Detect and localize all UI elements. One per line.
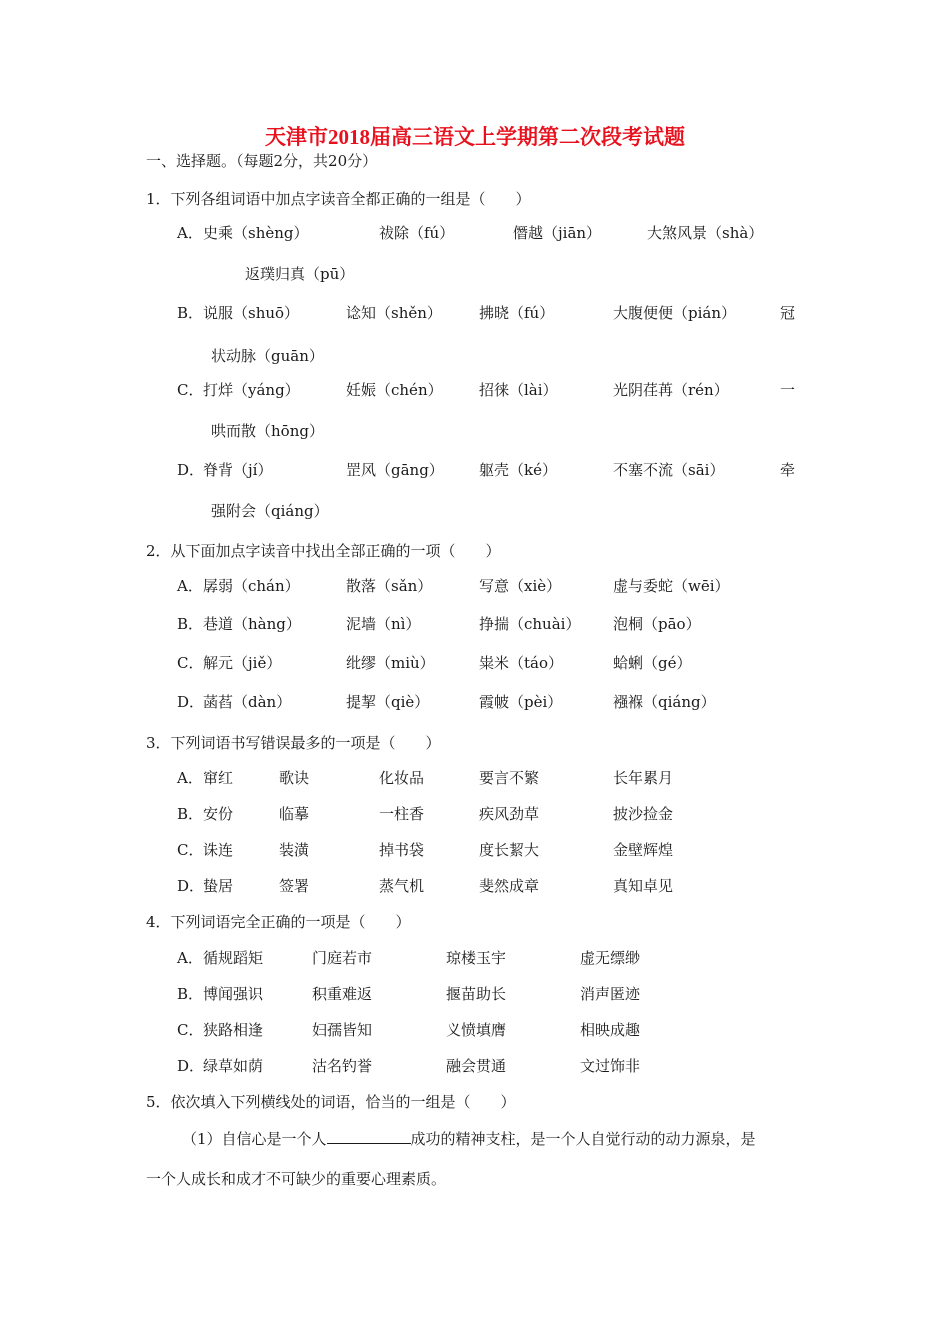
option-label: A． (177, 769, 203, 787)
option-label: D． (177, 693, 205, 711)
option-item: 一柱香 (379, 805, 425, 823)
option-item: 说服（shuō） (203, 304, 300, 322)
option-label: A． (177, 224, 203, 242)
option-item: 金壁辉煌 (613, 841, 674, 859)
option-item: 签署 (279, 877, 310, 895)
option-item: 打烊（yáng） (203, 381, 300, 399)
option-item: 泡桐（pāo） (613, 615, 701, 633)
option-item: 融会贯通 (446, 1057, 507, 1075)
option-item: 躯壳（ké） (479, 461, 557, 479)
option-item: 纰缪（miù） (346, 654, 435, 672)
option-item: 襁褓（qiáng） (613, 693, 716, 711)
option-item: 琼楼玉宇 (446, 949, 507, 967)
option-label: D． (177, 877, 205, 895)
option-item: 蛤蜊（gé） (613, 654, 692, 672)
option-label: B． (177, 985, 204, 1003)
option-label: B． (177, 615, 204, 633)
option-item: 循规蹈矩 (203, 949, 264, 967)
option-item: 化妆品 (379, 769, 425, 787)
question-2-stem: 2．从下面加点字读音中找出全部正确的一项（ ） (146, 542, 501, 560)
option-item: 大腹便便（pián） (613, 304, 737, 322)
question-1-stem: 1．下列各组词语中加点字读音全都正确的一组是（ ） (146, 190, 531, 208)
option-item: 僭越（jiān） (513, 224, 602, 242)
option-item: 写意（xiè） (479, 577, 562, 595)
option-item: 史乘（shèng） (203, 224, 309, 242)
option-item: 度长絜大 (479, 841, 540, 859)
option-label: D． (177, 461, 205, 479)
option-continuation: 返璞归真（pū） (245, 265, 355, 283)
paragraph-text: （1）自信心是一个人 (182, 1130, 327, 1148)
section-heading: 一、选择题。（每题2分，共20分） (146, 152, 378, 170)
option-item: 谂知（shěn） (346, 304, 442, 322)
option-item: 散落（sǎn） (346, 577, 433, 595)
option-item: 安份 (203, 805, 234, 823)
option-item: 妊娠（chén） (346, 381, 443, 399)
option-item: 不塞不流（sāi） (613, 461, 725, 479)
question-3-stem: 3．下列词语书写错误最多的一项是（ ） (146, 734, 441, 752)
option-item: 窜红 (203, 769, 234, 787)
option-item: 虚与委蛇（wēi） (613, 577, 730, 595)
option-item: 拂晓（fú） (479, 304, 555, 322)
option-item: 消声匿迹 (580, 985, 641, 1003)
option-item: 罡风（gāng） (346, 461, 444, 479)
question-5-paragraph-1 (182, 1128, 756, 1149)
option-item: 义愤填膺 (446, 1021, 507, 1039)
option-label: D． (177, 1057, 205, 1075)
option-item: 斐然成章 (479, 877, 540, 895)
option-item: 相映成趣 (580, 1021, 641, 1039)
option-item: 脊背（jí） (203, 461, 273, 479)
question-5-stem: 5．依次填入下列横线处的词语，恰当的一组是（ ） (146, 1093, 516, 1111)
option-continuation: 哄而散（hōng） (211, 422, 324, 440)
option-item: 要言不繁 (479, 769, 540, 787)
option-item: 挣揣（chuài） (479, 615, 581, 633)
option-item: 粜米（táo） (479, 654, 564, 672)
option-item: 绿草如荫 (203, 1057, 264, 1075)
option-item: 疾风劲草 (479, 805, 540, 823)
option-item: 光阴荏苒（rén） (613, 381, 729, 399)
option-label: C． (177, 654, 204, 672)
option-continuation: 状动脉（guān） (211, 347, 324, 365)
option-item: 文过饰非 (580, 1057, 641, 1075)
option-item: 诛连 (203, 841, 234, 859)
option-item: 积重难返 (312, 985, 373, 1003)
option-continuation: 强附会（qiáng） (211, 502, 329, 520)
option-item: 真知卓见 (613, 877, 674, 895)
option-item: 蒸气机 (379, 877, 425, 895)
option-item: 大煞风景（shà） (647, 224, 764, 242)
option-item: 祓除（fú） (379, 224, 455, 242)
option-item: 牵 (780, 461, 796, 479)
option-item: 虚无缥缈 (580, 949, 641, 967)
option-label: C． (177, 381, 204, 399)
option-item: 泥墙（nì） (346, 615, 421, 633)
option-item: 一 (780, 381, 796, 399)
option-item: 沽名钓誉 (312, 1057, 373, 1075)
option-item: 巷道（hàng） (203, 615, 301, 633)
option-label: B． (177, 805, 204, 823)
fill-in-blank (327, 1128, 411, 1144)
option-item: 门庭若市 (312, 949, 373, 967)
option-item: 蛰居 (203, 877, 234, 895)
option-item: 解元（jiě） (203, 654, 282, 672)
option-item: 歌诀 (279, 769, 310, 787)
option-item: 提挈（qiè） (346, 693, 430, 711)
option-item: 博闻强识 (203, 985, 264, 1003)
option-item: 装潢 (279, 841, 310, 859)
question-4-stem: 4．下列词语完全正确的一项是（ ） (146, 913, 411, 931)
option-label: C． (177, 1021, 204, 1039)
option-label: A． (177, 577, 203, 595)
option-label: B． (177, 304, 204, 322)
option-item: 临摹 (279, 805, 310, 823)
question-5-paragraph-1-continuation: 一个人成长和成才不可缺少的重要心理素质。 (146, 1170, 447, 1188)
option-item: 披沙捡金 (613, 805, 674, 823)
option-label: A． (177, 949, 203, 967)
option-label: C． (177, 841, 204, 859)
option-item: 狭路相逢 (203, 1021, 264, 1039)
option-item: 妇孺皆知 (312, 1021, 373, 1039)
option-item: 霞帔（pèi） (479, 693, 563, 711)
document-title: 天津市2018届高三语文上学期第二次段考试题 (265, 125, 685, 149)
option-item: 孱弱（chán） (203, 577, 300, 595)
option-item: 菡萏（dàn） (203, 693, 292, 711)
paragraph-text: 成功的精神支柱，是一个人自觉行动的动力源泉，是 (410, 1130, 756, 1148)
option-item: 掉书袋 (379, 841, 425, 859)
option-item: 长年累月 (613, 769, 674, 787)
option-item: 揠苗助长 (446, 985, 507, 1003)
option-item: 招徕（lài） (479, 381, 558, 399)
option-item: 冠 (780, 304, 796, 322)
